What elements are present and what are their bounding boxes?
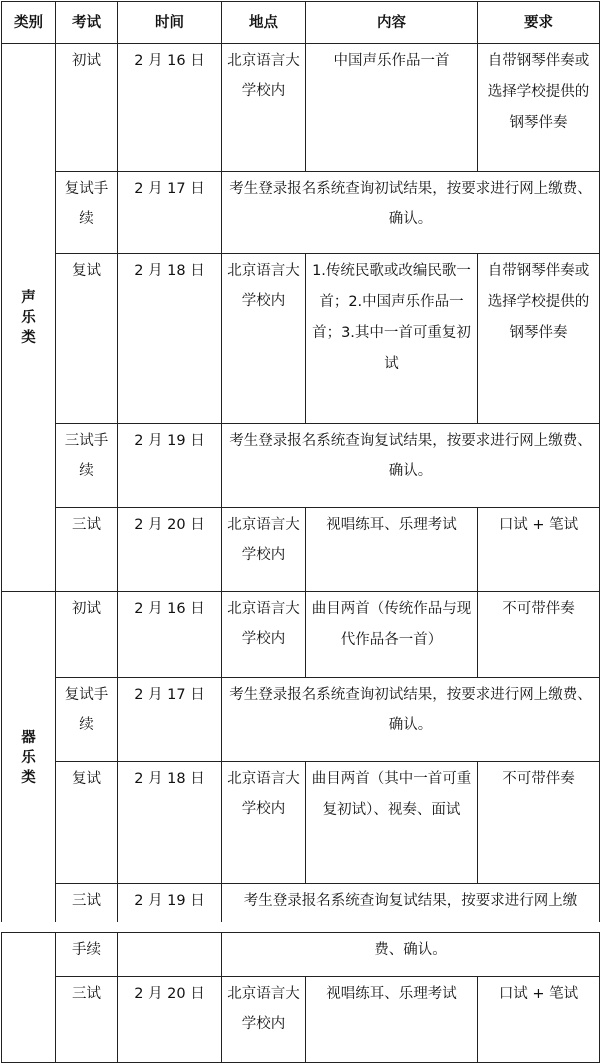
category-vocal: 声乐类 (2, 44, 56, 592)
time-cell: 2 月 18 日 (118, 762, 222, 884)
table-row (2, 424, 600, 508)
table-header-row (2, 2, 600, 44)
note-cell: 考生登录报名系统查询复试结果，按要求进行网上缴 (222, 884, 600, 924)
requirement-cell: 自带钢琴伴奏或选择学校提供的钢琴伴奏 (478, 254, 600, 424)
content-cell: 曲目两首（传统作品与现代作品各一首） (306, 592, 478, 678)
exam-cell: 初试 (56, 44, 118, 172)
table-row (2, 678, 600, 762)
exam-cell: 三试手续 (56, 424, 118, 508)
time-cell: 2 月 16 日 (118, 44, 222, 172)
time-cell: 2 月 19 日 (118, 884, 222, 924)
requirement-cell: 不可带伴奏 (478, 592, 600, 678)
time-cell: 2 月 20 日 (118, 977, 222, 1063)
exam-schedule-table (1, 1, 600, 924)
requirement-cell: 不可带伴奏 (478, 762, 600, 884)
table-row (2, 762, 600, 884)
note-cell: 费、确认。 (222, 933, 600, 977)
header-exam: 考试 (56, 2, 118, 44)
exam-cell: 手续 (56, 933, 118, 977)
exam-cell: 复试 (56, 254, 118, 424)
table-row (2, 977, 600, 1063)
requirement-cell: 口试 + 笔试 (478, 977, 600, 1063)
note-cell: 考生登录报名系统查询初试结果，按要求进行网上缴费、确认。 (222, 172, 600, 254)
location-cell: 北京语言大学校内 (222, 254, 306, 424)
location-cell: 北京语言大学校内 (222, 762, 306, 884)
location-cell: 北京语言大学校内 (222, 508, 306, 592)
header-content: 内容 (306, 2, 478, 44)
time-cell: 2 月 19 日 (118, 424, 222, 508)
table-row (2, 884, 600, 924)
table-row (2, 508, 600, 592)
content-cell: 视唱练耳、乐理考试 (306, 977, 478, 1063)
requirement-cell: 自带钢琴伴奏或选择学校提供的钢琴伴奏 (478, 44, 600, 172)
header-location: 地点 (222, 2, 306, 44)
table-row (2, 44, 600, 172)
table-row (2, 592, 600, 678)
exam-cell: 初试 (56, 592, 118, 678)
time-cell: 2 月 17 日 (118, 172, 222, 254)
table-row (2, 933, 600, 977)
exam-cell: 三试 (56, 508, 118, 592)
exam-cell: 复试 (56, 762, 118, 884)
content-cell: 中国声乐作品一首 (306, 44, 478, 172)
page-break (0, 922, 600, 932)
header-category: 类别 (2, 2, 56, 44)
category-instrumental: 器乐类 (2, 592, 56, 924)
requirement-cell: 口试 + 笔试 (478, 508, 600, 592)
exam-schedule-table-continued (1, 932, 600, 1063)
note-cell: 考生登录报名系统查询初试结果，按要求进行网上缴费、确认。 (222, 678, 600, 762)
time-cell: 2 月 18 日 (118, 254, 222, 424)
table-row (2, 254, 600, 424)
time-cell (118, 933, 222, 977)
content-cell: 视唱练耳、乐理考试 (306, 508, 478, 592)
content-cell: 曲目两首（其中一首可重复初试）、视奏、面试 (306, 762, 478, 884)
content-cell: 1.传统民歌或改编民歌一首；2.中国声乐作品一首；3.其中一首可重复初试 (306, 254, 478, 424)
location-cell: 北京语言大学校内 (222, 592, 306, 678)
time-cell: 2 月 17 日 (118, 678, 222, 762)
location-cell: 北京语言大学校内 (222, 977, 306, 1063)
header-time: 时间 (118, 2, 222, 44)
exam-cell: 三试 (56, 884, 118, 924)
time-cell: 2 月 20 日 (118, 508, 222, 592)
header-requirement: 要求 (478, 2, 600, 44)
time-cell: 2 月 16 日 (118, 592, 222, 678)
note-cell: 考生登录报名系统查询复试结果，按要求进行网上缴费、确认。 (222, 424, 600, 508)
exam-cell: 复试手续 (56, 172, 118, 254)
exam-cell: 三试 (56, 977, 118, 1063)
category-continued (2, 933, 56, 1063)
table-row (2, 172, 600, 254)
exam-cell: 复试手续 (56, 678, 118, 762)
location-cell: 北京语言大学校内 (222, 44, 306, 172)
